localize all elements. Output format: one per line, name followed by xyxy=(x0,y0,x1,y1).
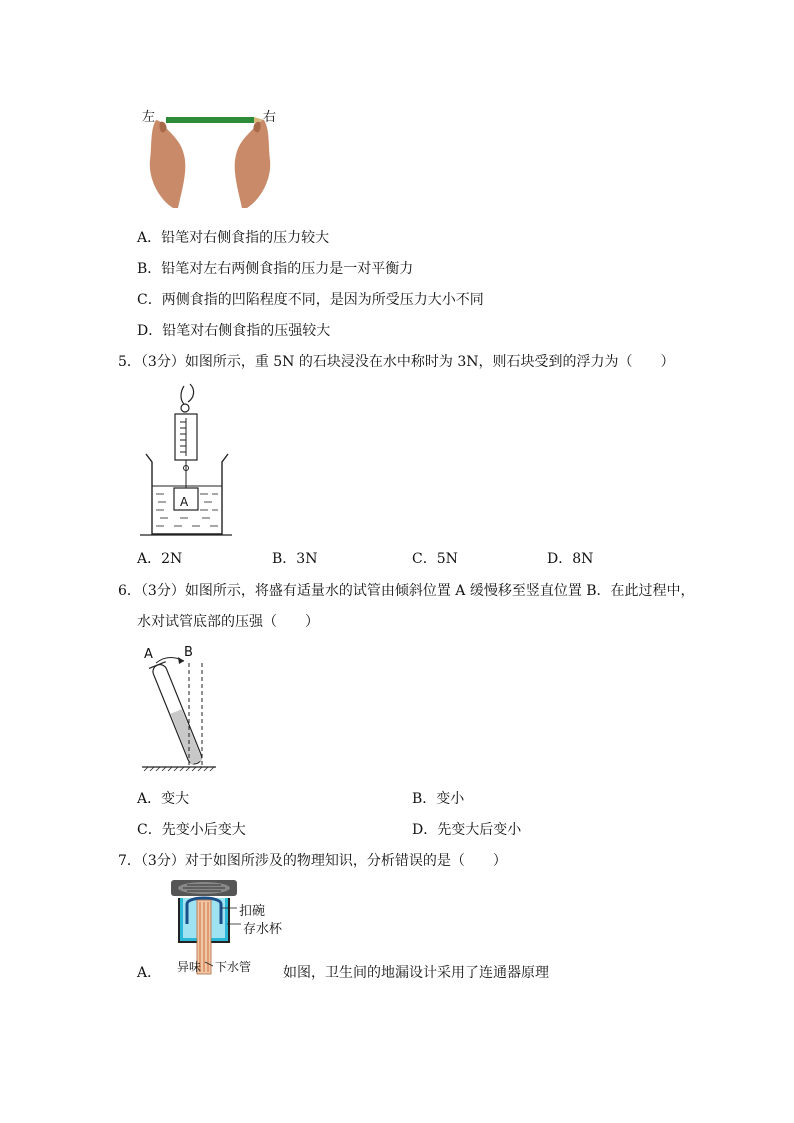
q6-stem-line1: 6．（3分）如图所示，将盛有适量水的试管由倾斜位置 A 缓慢移至竖直位置 B．在此过程中， xyxy=(118,583,695,599)
q7-option-a-text[interactable]: 如图，卫生间的地漏设计采用了连通器原理 xyxy=(283,965,549,981)
right-hand xyxy=(235,120,271,208)
q4-option-a[interactable]: A．铅笔对右侧食指的压力较大 xyxy=(137,230,330,246)
q5-option-c[interactable]: C．5N xyxy=(412,551,458,567)
q6-stem-line2: 水对试管底部的压强（ ） xyxy=(137,614,319,630)
pencil-body xyxy=(166,117,254,123)
floor-drain-figure xyxy=(165,878,285,976)
left-label: 左 xyxy=(142,110,156,125)
pipe-label: 下水管 xyxy=(215,960,252,974)
q4-option-b[interactable]: B．铅笔对左右两侧食指的压力是一对平衡力 xyxy=(137,261,414,277)
q6-option-d[interactable]: D．先变大后变小 xyxy=(412,822,522,838)
q4-option-c[interactable]: C．两侧食指的凹陷程度不同，是因为所受压力大小不同 xyxy=(137,292,484,308)
label-b: B xyxy=(184,645,193,660)
right-label: 右 xyxy=(263,110,277,125)
q6-option-b[interactable]: B．变小 xyxy=(412,791,465,807)
q7-stem: 7．（3分）对于如图所涉及的物理知识，分析错误的是（ ） xyxy=(118,853,507,869)
q4-option-d[interactable]: D．铅笔对右侧食指的压强较大 xyxy=(137,323,331,339)
q5-option-a[interactable]: A．2N xyxy=(137,551,183,567)
spring-scale-figure xyxy=(140,382,240,542)
pencil-figure xyxy=(138,100,288,215)
spring-scale-beaker-illustration xyxy=(140,382,240,542)
q5-option-b[interactable]: B．3N xyxy=(272,551,318,567)
left-hand xyxy=(150,120,186,208)
cup-label: 存水杯 xyxy=(243,922,283,937)
q5-stem: 5．（3分）如图所示，重 5N 的石块浸没在水中称时为 3N，则石块受到的浮力为（ ） xyxy=(118,354,675,370)
test-tube-figure xyxy=(140,645,240,775)
q5-option-d[interactable]: D．8N xyxy=(547,551,594,567)
odor-label: 异味 xyxy=(177,960,202,974)
q6-option-c[interactable]: C．先变小后变大 xyxy=(137,822,246,838)
q6-option-a[interactable]: A．变大 xyxy=(137,791,190,807)
q7-option-a-letter[interactable]: A． xyxy=(137,965,162,981)
block-label: A xyxy=(180,495,189,509)
test-tube-illustration xyxy=(140,645,240,775)
label-a: A xyxy=(144,647,153,662)
bowl-label: 扣碗 xyxy=(239,904,266,919)
